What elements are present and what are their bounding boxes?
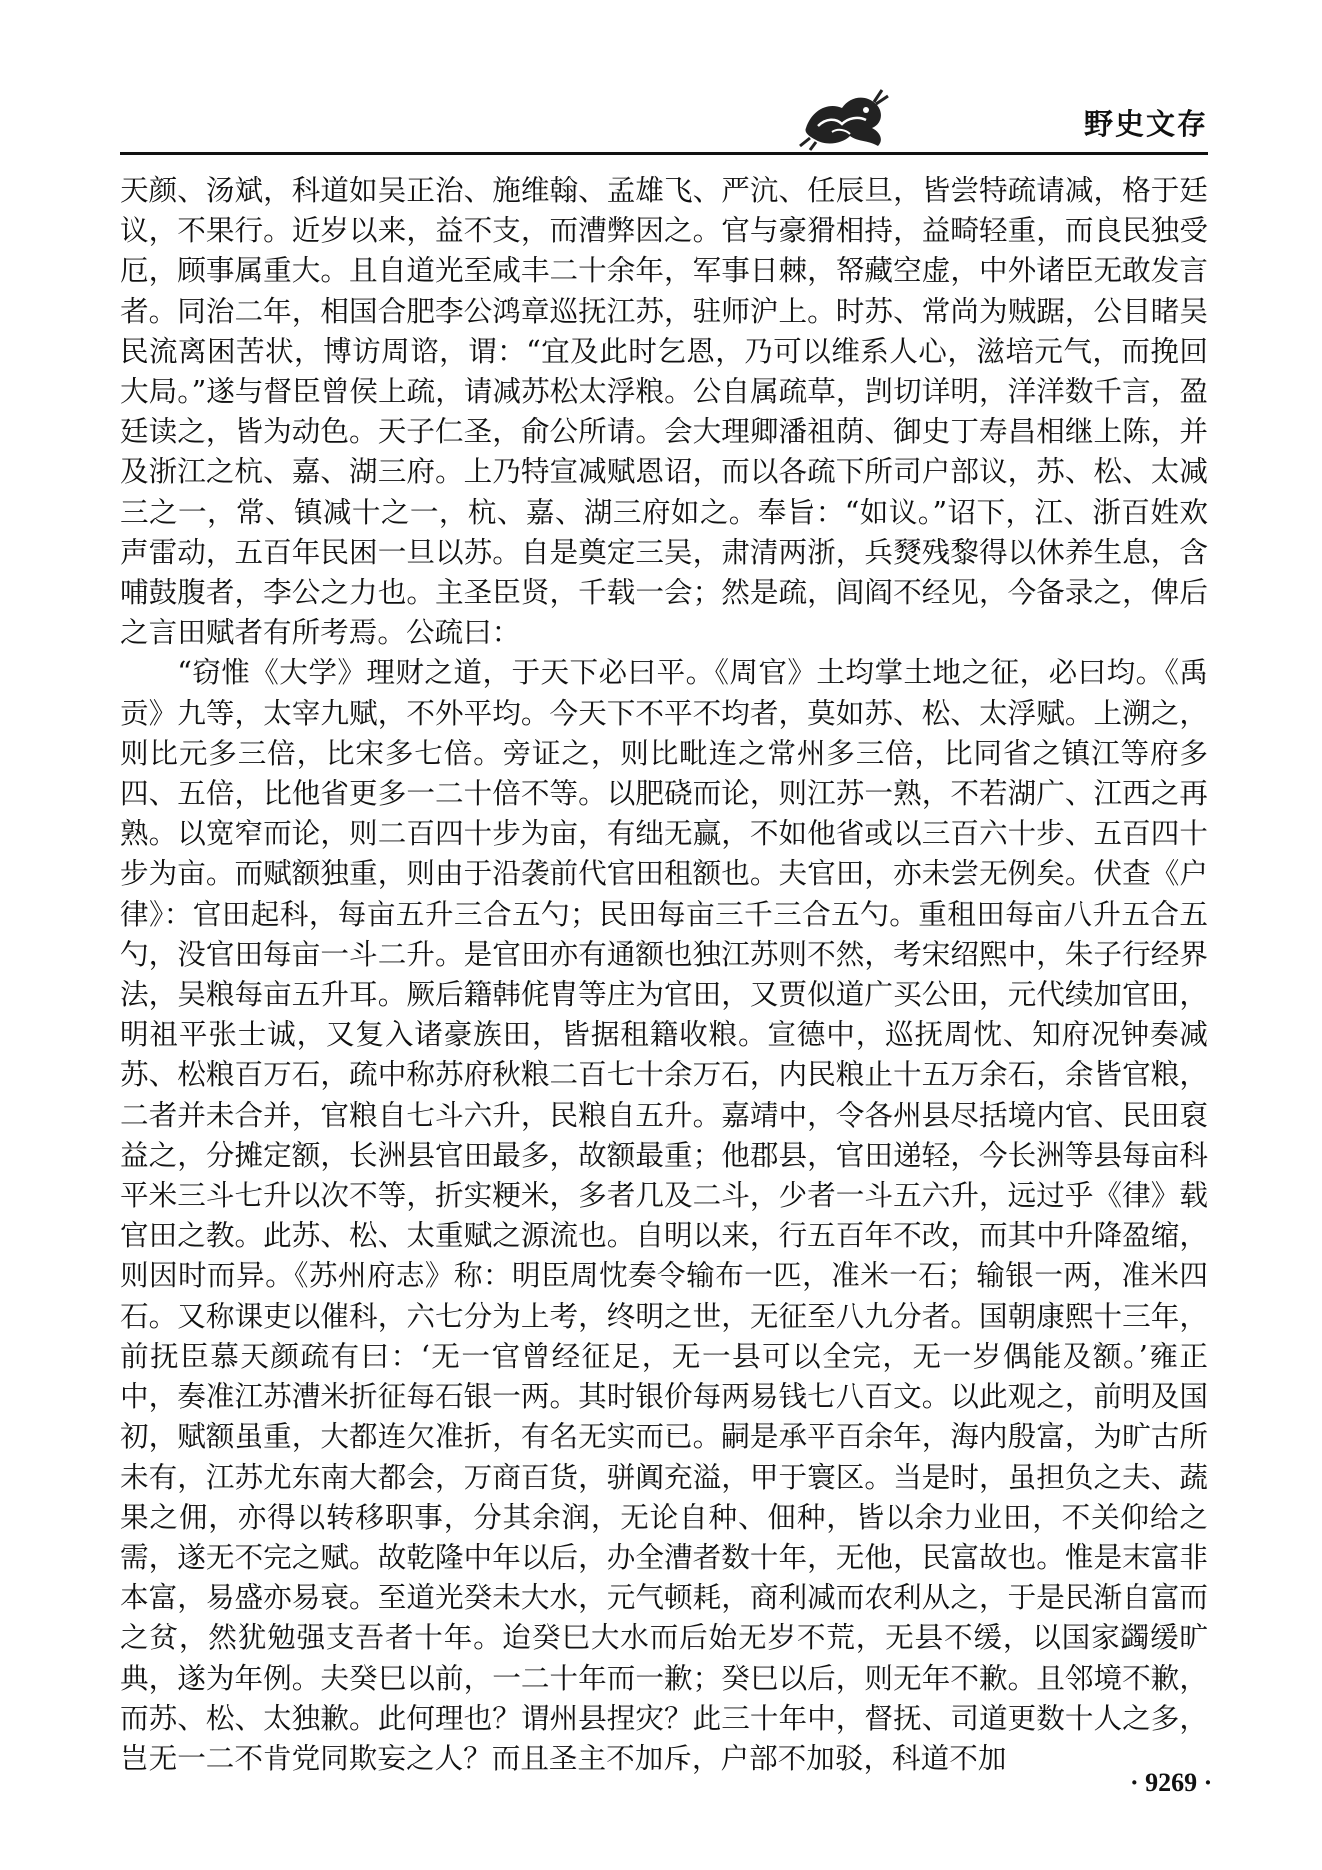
page-number: · 9269 · [1130,1768,1213,1797]
paragraph: “窃惟《大学》理财之道，于天下必曰平。《周官》土均掌土地之征，必曰均。《禹贡》九等，太宰九赋，不外平均。今天下不平不均者，莫如苏、松、太浮赋。上溯之，则比元多三倍，比宋多七倍。旁证之，则比毗连之常州多三倍，比同省之镇江等府多四、五倍，比他省更多一二十倍不等。以肥硗而论，则江苏一熟，不若湖广、江西之再熟。以宽窄而论，则二百四十步为亩，有绌无赢，不如他省或以三百六十步、五百四十步为亩。而赋额独重，则由于沿袭前代官田租额也。夫官田，亦未尝无例矣。伏查《户律》：官田起科，每亩五升三合五勺；民田每亩三千三合五勺。重租田每亩八升五合五勺，没官田每亩一斗二升。是官田亦有通额也独江苏则不然，考宋绍熙中，朱子行经界法，吴粮每亩五升耳。厥后籍韩侂胄等庄为官田，又贾似道广买公田，元代续加官田，明祖平张士诚，又复入诸豪族田，皆据租籍收粮。宣德中，巡抚周忱、知府况钟奏减苏、松粮百万石，疏中称苏府秋粮二百七十余万石，内民粮止十五万余石，余皆官粮，二者并未合并，官粮自七斗六升，民粮自五升。嘉靖中，令各州县尽括境内官、民田裒益之，分摊定额，长洲县官田最多，故额最重；他郡县，官田递轻，今长洲等县每亩科平米三斗七升以次不等，折实粳米，多者几及二斗，少者一斗五六升，远过乎《律》载官田之教。此苏、松、太重赋之源流也。自明以来，行五百年不改，而其中升降盈缩，则因时而异。《苏州府志》称：明臣周忱奏令输布一匹，准米一石；输银一两，准米四石。又称课吏以催科，六七分为上考，终明之世，无征至八九分者。国朝康熙十三年，前抚臣慕天颜疏有曰：‘无一官曾经征足，无一县可以全完，无一岁偶能及额。’雍正中，奏准江苏漕米折征每石银一两。其时银价每两易钱七八百文。以此观之，前明及国初，赋额虽重，大都连欠准折，有名无实而已。嗣是承平百余年，海内殷富，为旷古所未有，江苏尤东南大都会，万商百货，骈阗充溢，甲于寰区。当是时，虽担负之夫、蔬果之佣，亦得以转移职事，分其余润，无论自种、佃种，皆以余力业田，不关仰给之需，遂无不完之赋。故乾隆中年以后，办全漕者数十年，无他，民富故也。惟是末富非本富，易盛亦易衰。至道光癸未大水，元气顿耗，商利减而农利从之，于是民渐自富而之贫，然犹勉强支吾者十年。迨癸巳大水而后始无岁不荒，无县不缓，以国家蠲缓旷典，遂为年例。夫癸巳以前，一二十年而一歉；癸巳以后，则无年不歉。且邻境不歉，而苏、松、太独歉。此何理也？谓州县捏灾？此三十年中，督抚、司道更数十人之多，岂无一二不肯党同欺妄之人？而且圣主不加斥，户部不加驳，科道不加 [120,655,1208,1775]
dragon-icon [796,88,892,150]
body-text [120,170,1208,1775]
header-rule [120,152,1208,155]
page-header [120,88,1208,160]
paragraph: 天颜、汤斌，科道如吴正治、施维翰、孟雄飞、严沆、任辰旦，皆尝特疏请减，格于廷议，不果行。近岁以来，益不支，而漕弊因之。官与豪猾相持，益畸轻重，而良民独受厄，顾事属重大。且自道光至咸丰二十余年，军事日棘，帑藏空虚，中外诸臣无敢发言者。同治二年，相国合肥李公鸿章巡抚江苏，驻师沪上。时苏、常尚为贼踞，公目睹吴民流离困苦状，博访周谘，谓：“宜及此时乞恩，乃可以维系人心，滋培元气，而挽回大局。”遂与督臣曾侯上疏，请减苏松太浮粮。公自属疏草，剀切详明，洋洋数千言，盈廷读之，皆为动色。天子仁圣，俞公所请。会大理卿潘祖荫、御史丁寿昌相继上陈，并及浙江之杭、嘉、湖三府。上乃特宣减赋恩诏，而以各疏下所司户部议，苏、松、太减三之一，常、镇减十之一，杭、嘉、湖三府如之。奉旨：“如议。”诏下，江、浙百姓欢声雷动，五百年民困一旦以苏。自是奠定三吴，肃清两浙，兵燹残黎得以休养生息，含哺鼓腹者，李公之力也。主圣臣贤，千载一会；然是疏，闾阎不经见，今备录之，俾后之言田赋者有所考焉。公疏曰： [120,173,1208,650]
series-title: 野史文存 [1083,107,1208,141]
